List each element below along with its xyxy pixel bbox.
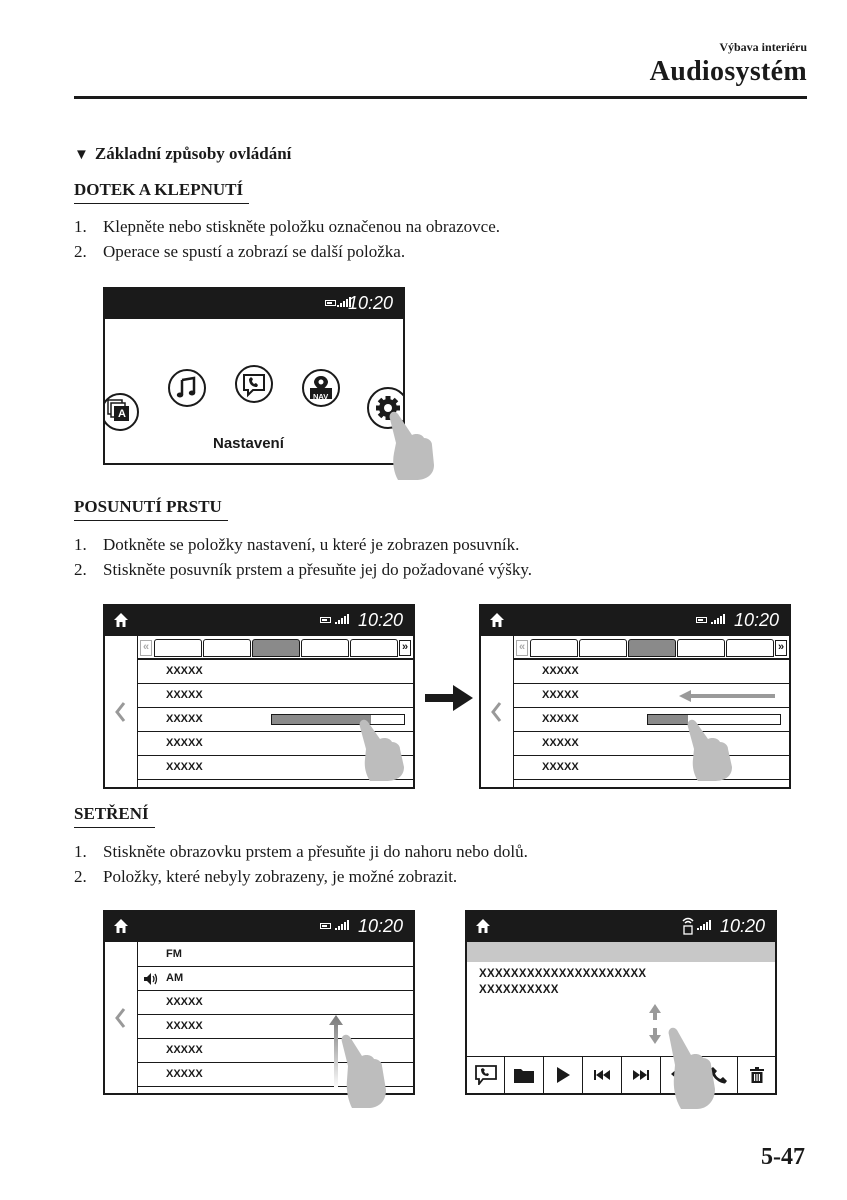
music-note-icon [170, 371, 204, 405]
phone-message-icon [237, 367, 271, 401]
swipe-steps [74, 839, 528, 889]
folder-button[interactable] [505, 1057, 544, 1093]
touch-screen [103, 287, 405, 465]
step-text: Položky, které nebyly zobrazeny, je možné zobrazit. [103, 867, 458, 886]
list-item[interactable] [138, 943, 413, 967]
battery-icon [325, 300, 336, 306]
folder-icon [514, 1067, 534, 1083]
list-item[interactable] [514, 708, 789, 732]
tab[interactable] [677, 639, 725, 657]
list-item[interactable] [138, 660, 413, 684]
list-item[interactable] [514, 684, 789, 708]
drag-screen-after [479, 604, 791, 789]
tab-scroll-left[interactable]: « [140, 640, 152, 656]
signal-icon [711, 614, 725, 624]
apps-button[interactable] [103, 393, 139, 431]
list-item-label: XXXXX [166, 713, 203, 725]
tab[interactable] [530, 639, 578, 657]
hand-pointer-icon [338, 1030, 394, 1108]
tab-strip [138, 639, 413, 659]
bluetooth-phone-icon [681, 916, 695, 936]
tab[interactable] [726, 639, 774, 657]
step-item [74, 557, 532, 582]
sms-button[interactable] [467, 1057, 505, 1093]
next-track-icon [633, 1070, 649, 1080]
section-title [74, 144, 291, 164]
prev-track-icon [594, 1070, 610, 1080]
apps-icon-letter: A [118, 408, 126, 420]
step-item [74, 214, 500, 239]
list-item-label: XXXXX [166, 1020, 203, 1032]
list-item[interactable] [138, 967, 413, 991]
tab-strip [514, 639, 789, 659]
status-bar [467, 912, 775, 942]
swipe-message-screen [465, 910, 777, 1095]
list-item[interactable] [138, 991, 413, 1015]
clock: 10:20 [733, 610, 779, 630]
music-button[interactable] [168, 369, 206, 407]
battery-icon [320, 617, 331, 623]
list-item-label: AM [166, 972, 184, 984]
hand-pointer-icon [356, 715, 412, 781]
tab[interactable] [350, 639, 398, 657]
chevron-left-icon [113, 700, 127, 724]
hand-pointer-icon [684, 715, 740, 781]
step-number: 2. [74, 867, 87, 886]
list-item-label: XXXXX [166, 737, 203, 749]
chevron-left-icon [489, 700, 503, 724]
step-item [74, 239, 500, 264]
step-text: Stiskněte obrazovku prstem a přesuňte ji do nahoru nebo dolů. [103, 842, 528, 861]
arrow-right-icon [425, 685, 473, 711]
step-number: 2. [74, 242, 87, 261]
section-title-text: Základní způsoby ovládání [94, 144, 292, 163]
message-header-bar [467, 942, 775, 962]
step-number: 1. [74, 217, 87, 236]
speaker-icon [144, 973, 158, 985]
signal-icon [335, 920, 349, 930]
communication-button[interactable] [235, 365, 273, 403]
step-text: Dotkněte se položky nastavení, u které je zobrazen posuvník. [103, 535, 520, 554]
hand-pointer-icon [665, 1025, 725, 1109]
header-subtitle: Výbava interiéru [719, 40, 807, 54]
tab-scroll-right[interactable]: » [399, 640, 411, 656]
battery-icon [320, 923, 331, 929]
home-icon[interactable] [475, 918, 491, 934]
back-column[interactable] [105, 636, 138, 787]
previous-button[interactable] [583, 1057, 622, 1093]
step-number: 1. [74, 535, 87, 554]
message-toolbar [467, 1056, 775, 1093]
tab-scroll-right[interactable]: » [775, 640, 787, 656]
play-button[interactable] [544, 1057, 583, 1093]
clock: 10:20 [347, 293, 393, 313]
triangle-marker-icon: ▼ [74, 147, 89, 163]
status-bar [105, 606, 413, 636]
step-item [74, 864, 528, 889]
hand-pointer-icon [386, 405, 438, 480]
delete-button[interactable] [738, 1057, 775, 1093]
touch-heading: DOTEK A KLEPNUTÍ [74, 180, 249, 204]
play-icon [556, 1067, 570, 1083]
list-item-label: XXXXX [542, 713, 579, 725]
page-title: Audiosystém [649, 56, 807, 87]
status-bar [105, 912, 413, 942]
step-number: 2. [74, 560, 87, 579]
tab[interactable] [203, 639, 251, 657]
status-bar [481, 606, 789, 636]
back-column[interactable] [105, 942, 138, 1093]
signal-icon [697, 920, 711, 930]
next-button[interactable] [622, 1057, 661, 1093]
tab-scroll-left[interactable]: « [516, 640, 528, 656]
page-number: 5-47 [761, 1144, 805, 1170]
list-item-label: XXXXX [542, 665, 579, 677]
step-text: Operace se spustí a zobrazí se další položka. [103, 242, 406, 261]
clock: 10:20 [357, 610, 403, 630]
list-item[interactable] [514, 732, 789, 756]
nav-icon-text: NAV [313, 392, 329, 401]
step-item [74, 839, 528, 864]
message-line: XXXXXXXXXXXXXXXXXXXXX [479, 968, 647, 980]
chevron-left-icon [113, 1006, 127, 1030]
navigation-button[interactable] [302, 369, 340, 407]
scroll-updown-arrow-icon [648, 1004, 662, 1044]
list-item-label: XXXXX [166, 689, 203, 701]
settings-label: Nastavení [213, 435, 284, 452]
drag-direction-arrow-icon [679, 690, 775, 702]
drag-heading: POSUNUTÍ PRSTU [74, 497, 228, 521]
back-column[interactable] [481, 636, 514, 787]
clock: 10:20 [357, 916, 403, 936]
drag-steps [74, 532, 532, 582]
tab-active[interactable] [628, 639, 676, 657]
list-item-label: XXXXX [166, 996, 203, 1008]
tab[interactable] [301, 639, 349, 657]
list-item-label: XXXXX [542, 761, 579, 773]
delete-icon [750, 1067, 764, 1083]
home-icon[interactable] [489, 612, 505, 628]
list-item-label: XXXXX [166, 1044, 203, 1056]
list-item[interactable] [138, 684, 413, 708]
step-item [74, 532, 532, 557]
step-number: 1. [74, 842, 87, 861]
list-item[interactable] [514, 660, 789, 684]
clock: 10:20 [719, 916, 765, 936]
swipe-heading: SETŘENÍ [74, 804, 155, 828]
tab[interactable] [579, 639, 627, 657]
battery-icon [696, 617, 707, 623]
step-text: Stiskněte posuvník prstem a přesuňte jej do požadované výšky. [103, 560, 533, 579]
list-item[interactable] [514, 756, 789, 780]
list-item-label: XXXXX [542, 689, 579, 701]
tab[interactable] [154, 639, 202, 657]
status-bar [105, 289, 403, 319]
tab-active[interactable] [252, 639, 300, 657]
list-item-label: XXXXX [166, 761, 203, 773]
slider-fill [648, 715, 688, 724]
step-text: Klepněte nebo stiskněte položku označenou na obrazovce. [103, 217, 500, 236]
home-icon[interactable] [113, 612, 129, 628]
home-icon[interactable] [113, 918, 129, 934]
list-item-label: XXXXX [166, 665, 203, 677]
signal-icon [335, 614, 349, 624]
list-item-label: XXXXX [166, 1068, 203, 1080]
message-line: XXXXXXXXXX [479, 984, 559, 996]
touch-steps [74, 214, 500, 264]
header-divider [74, 96, 807, 99]
sms-icon [475, 1065, 497, 1085]
list-item-label: FM [166, 948, 182, 960]
list-item-label: XXXXX [542, 737, 579, 749]
